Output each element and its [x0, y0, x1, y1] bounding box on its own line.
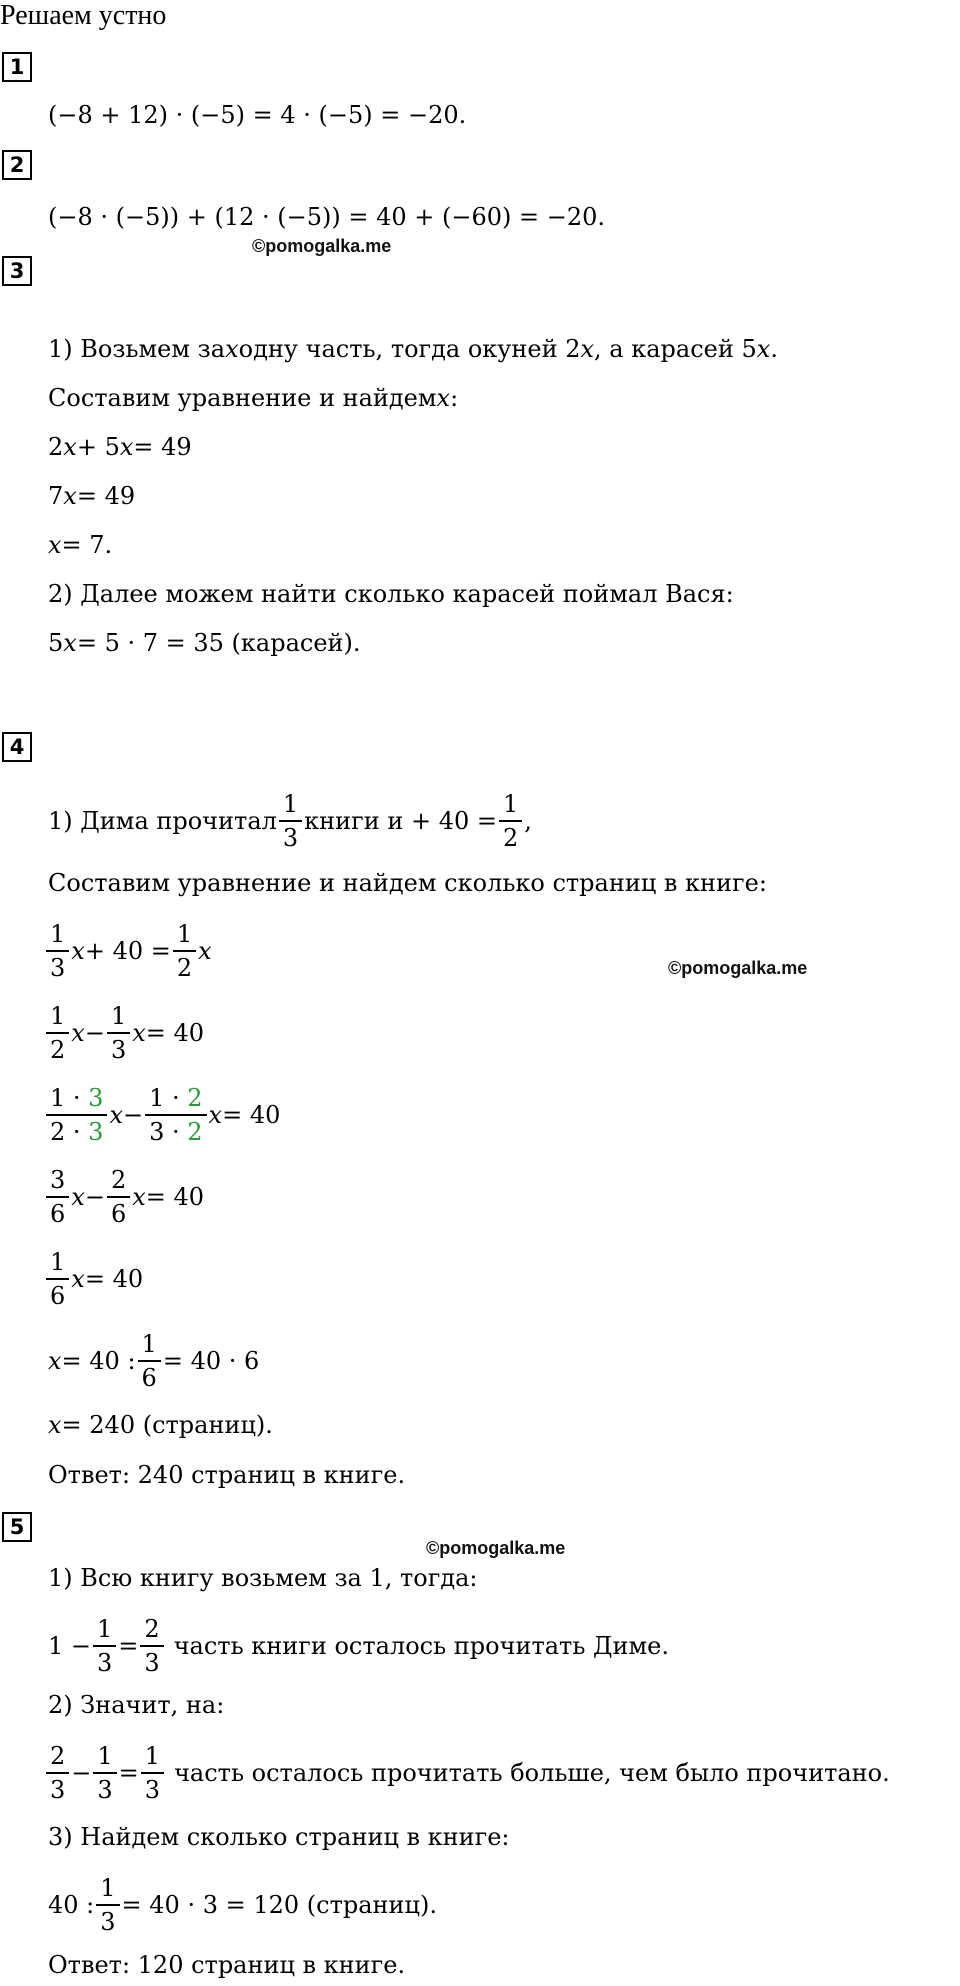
numerator: 1 — [110, 1002, 127, 1030]
numerator — [48, 1084, 105, 1114]
numerator: 2 — [50, 1742, 66, 1770]
text: − — [84, 1019, 105, 1047]
denominator: 3 — [93, 1645, 116, 1677]
text: : — [450, 384, 459, 412]
denominator: 2 — [499, 820, 522, 852]
task-4-line-2: Составим уравнение и найдем сколько страниц в книге: — [48, 869, 767, 897]
fraction-1-3 — [109, 1002, 128, 1064]
denominator: 2 — [46, 1032, 69, 1064]
variable-x: x — [208, 1101, 223, 1129]
task-3-equation-2 — [48, 481, 135, 511]
variable-x: x — [63, 629, 77, 657]
numerator: 1 — [282, 790, 299, 818]
variable-x: x — [71, 1183, 85, 1211]
denominator: 2 — [173, 950, 196, 982]
text: = 5 · 7 = 35 (карасей). — [76, 629, 361, 657]
numerator — [147, 1084, 204, 1114]
text: 5 — [48, 629, 64, 657]
variable-x: x — [225, 335, 239, 363]
task-4-equation-3 — [44, 1084, 280, 1146]
fraction-1-3 — [281, 790, 300, 852]
task-4-answer: Ответ: 240 страниц в книге. — [48, 1461, 406, 1489]
multiplier: 2 — [187, 1084, 203, 1112]
numerator: 1 — [176, 920, 193, 948]
task-5-line-4 — [44, 1742, 890, 1804]
variable-x: x — [132, 1019, 146, 1047]
variable-x: x — [63, 433, 77, 461]
variable-x: x — [109, 1101, 123, 1129]
text: 3 · — [149, 1118, 188, 1146]
text: 7 — [48, 482, 64, 510]
text: − — [84, 1183, 105, 1211]
task-5-line-3: 2) Значит, на: — [48, 1691, 225, 1719]
task-3-line-6: 2) Далее можем найти сколько карасей поймал Вася: — [48, 580, 734, 608]
task-number-2: 2 — [2, 150, 32, 180]
numerator: 2 — [144, 1615, 160, 1643]
task-4-line-1 — [48, 790, 532, 852]
text: 1 · — [50, 1084, 89, 1112]
task-4-equation-7 — [48, 1410, 273, 1440]
text: = 40 — [84, 1265, 144, 1293]
text: = 7. — [61, 531, 113, 559]
text: − — [122, 1101, 144, 1129]
variable-x: x — [71, 1019, 85, 1047]
text: + 5 — [76, 433, 120, 461]
text: = 40 : — [61, 1347, 136, 1375]
numerator: 1 — [50, 1248, 66, 1276]
text: 1) Дима прочитал — [48, 807, 277, 835]
text: 1 − — [48, 1632, 92, 1660]
numerator: 1 — [50, 1002, 66, 1030]
numerator: 1 — [141, 1330, 157, 1358]
variable-x: x — [71, 1265, 85, 1293]
fraction-1-6 — [48, 1248, 67, 1310]
watermark: ©pomogalka.me — [252, 236, 392, 256]
text: , а карасей 5 — [594, 335, 757, 363]
numerator: 3 — [50, 1166, 66, 1194]
text: + 40 = — [84, 937, 171, 965]
variable-x: x — [48, 531, 62, 559]
fraction-1-3 — [95, 1742, 114, 1804]
fraction-2-6 — [109, 1166, 128, 1228]
fraction-1-2 — [501, 790, 520, 852]
task-3-line-2 — [48, 383, 458, 413]
denominator: 3 — [279, 820, 302, 852]
text: 40 : — [48, 1891, 95, 1919]
task-3-equation-4 — [48, 628, 361, 658]
task-number-5: 5 — [2, 1512, 32, 1542]
text: = 40 — [145, 1183, 205, 1211]
task-5-line-1: 1) Всю книгу возьмем за 1, тогда: — [48, 1564, 478, 1592]
variable-x: x — [119, 433, 134, 461]
denominator: 3 — [46, 1772, 69, 1804]
fraction-1x2-3x2 — [147, 1084, 204, 1146]
variable-x: x — [63, 482, 77, 510]
task-5-answer: Ответ: 120 страниц в книге. — [48, 1951, 406, 1979]
text: книги и + 40 = — [304, 807, 498, 835]
text: 1) Возьмем за — [48, 335, 226, 363]
task-number-3: 3 — [2, 256, 32, 286]
fraction-2-3 — [48, 1742, 67, 1804]
fraction-1-3 — [143, 1742, 162, 1804]
text: = — [118, 1632, 139, 1660]
text: = 49 — [76, 482, 136, 510]
task-number-4: 4 — [2, 732, 32, 762]
task-4-equation-1 — [44, 920, 212, 982]
denominator: 3 — [46, 950, 69, 982]
variable-x: x — [71, 937, 85, 965]
text: = 40 — [222, 1101, 281, 1129]
denominator: 6 — [107, 1196, 130, 1228]
denominator: 3 — [141, 1772, 164, 1804]
text: Составим уравнение и найдем — [48, 384, 437, 412]
variable-x: x — [580, 335, 595, 363]
text: 1 · — [149, 1084, 188, 1112]
task-3-line-1 — [48, 334, 778, 364]
task-1-expression: (−8 + 12) · (−5) = 4 · (−5) = −20. — [48, 101, 467, 129]
numerator: 1 — [503, 790, 519, 818]
denominator — [145, 1114, 206, 1146]
variable-x: x — [48, 1347, 62, 1375]
fraction-1-3 — [95, 1615, 114, 1677]
numerator: 1 — [144, 1742, 161, 1770]
text: часть осталось прочитать больше, чем было прочитано. — [174, 1759, 890, 1787]
task-5-line-5: 3) Найдем сколько страниц в книге: — [48, 1823, 510, 1851]
denominator: 3 — [93, 1772, 116, 1804]
fraction-1-3 — [48, 920, 67, 982]
denominator: 3 — [140, 1645, 163, 1677]
text: часть книги осталось прочитать Диме. — [173, 1632, 670, 1660]
variable-x: x — [48, 1411, 62, 1439]
task-2-expression: (−8 · (−5)) + (12 · (−5)) = 40 + (−60) = −20. — [48, 203, 606, 231]
text: одну часть, тогда окуней 2 — [238, 335, 581, 363]
fraction-1-2 — [175, 920, 194, 982]
text: = — [118, 1759, 139, 1787]
task-4-equation-4 — [44, 1166, 204, 1228]
page-title: Решаем устно — [0, 0, 167, 31]
denominator: 6 — [46, 1196, 69, 1228]
denominator: 3 — [107, 1032, 130, 1064]
denominator: 6 — [46, 1278, 69, 1310]
text: , — [524, 807, 532, 835]
fraction-1-6 — [140, 1330, 159, 1392]
text: = 49 — [133, 433, 192, 461]
task-4-equation-2 — [44, 1002, 204, 1064]
text: = 240 (страниц). — [61, 1411, 273, 1439]
task-4-equation-5 — [44, 1248, 143, 1310]
variable-x: x — [436, 384, 451, 412]
denominator: 6 — [138, 1360, 161, 1392]
numerator: 1 — [97, 1615, 113, 1643]
numerator: 1 — [97, 1742, 113, 1770]
task-3-equation-3 — [48, 530, 112, 560]
text: . — [770, 335, 778, 363]
text: 2 — [48, 433, 64, 461]
fraction-1-2 — [48, 1002, 67, 1064]
text: = 40 · 6 — [162, 1347, 260, 1375]
watermark: ©pomogalka.me — [668, 958, 808, 978]
numerator: 1 — [100, 1874, 116, 1902]
fraction-1-3 — [98, 1874, 117, 1936]
text: = 40 · 3 = 120 (страниц). — [121, 1891, 437, 1919]
text: = 40 — [145, 1019, 205, 1047]
task-4-equation-6 — [48, 1330, 259, 1392]
task-5-line-6 — [48, 1874, 437, 1936]
task-3-equation-1 — [48, 432, 192, 462]
variable-x: x — [756, 335, 771, 363]
text: 2 · — [50, 1118, 89, 1146]
variable-x: x — [132, 1183, 146, 1211]
task-number-1: 1 — [2, 52, 32, 82]
numerator: 1 — [50, 920, 66, 948]
denominator: 3 — [96, 1904, 119, 1936]
watermark: ©pomogalka.me — [426, 1538, 566, 1558]
multiplier: 2 — [187, 1118, 203, 1146]
text: − — [71, 1759, 92, 1787]
fraction-2-3 — [142, 1615, 161, 1677]
variable-x: x — [198, 937, 212, 965]
denominator — [46, 1114, 107, 1146]
task-5-line-2 — [48, 1615, 669, 1677]
multiplier: 3 — [88, 1084, 104, 1112]
fraction-3-6 — [48, 1166, 67, 1228]
multiplier: 3 — [88, 1118, 104, 1146]
numerator: 2 — [110, 1166, 127, 1194]
fraction-1x3-2x3 — [48, 1084, 105, 1146]
